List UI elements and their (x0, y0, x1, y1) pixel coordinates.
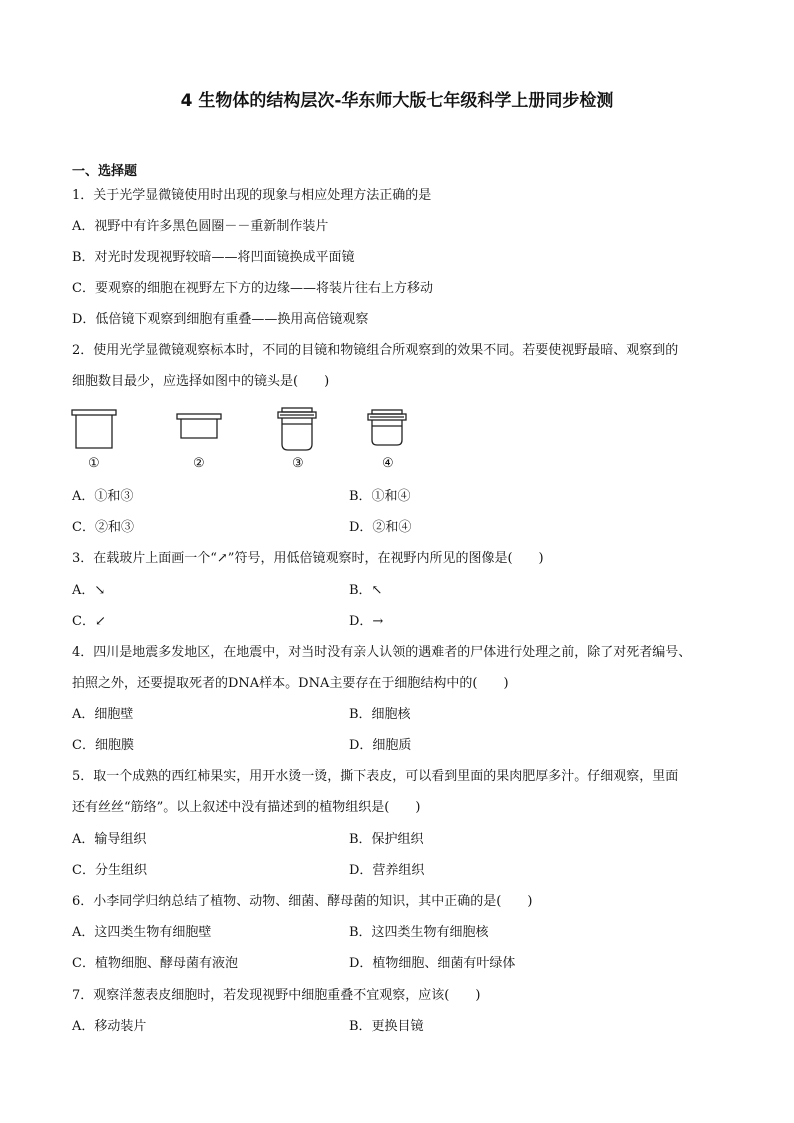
question-6-option-c: C．植物细胞、酵母菌有液泡 (72, 956, 238, 971)
question-6-option-d: D．植物细胞、细菌有叶绿体 (349, 956, 516, 971)
question-3-option-b: B．↖ (349, 583, 383, 598)
lens-4-label: ④ (382, 456, 394, 471)
question-5-option-b: B．保护组织 (349, 832, 424, 847)
lens-1-icon (72, 410, 116, 448)
question-5-stem-line-1: 5．取一个成熟的西红柿果实，用开水烫一烫，撕下表皮，可以看到里面的果肉肥厚多汁。仔细观察，里面 (72, 769, 679, 784)
question-4-option-c: C．细胞膜 (72, 738, 134, 753)
lens-1-label: ① (88, 456, 100, 471)
lens-3-icon (278, 408, 316, 450)
question-6-stem: 6．小李同学归纳总结了植物、动物、细菌、酵母菌的知识，其中正确的是( ) (72, 894, 533, 909)
question-2-option-c: C．②和③ (72, 520, 134, 535)
question-2-option-d: D．②和④ (349, 520, 412, 535)
question-7-option-a: A．移动装片 (72, 1019, 147, 1034)
question-1-option-a: A．视野中有许多黑色圆圈－－重新制作装片 (72, 219, 329, 234)
question-6-option-b: B．这四类生物有细胞核 (349, 925, 489, 940)
question-1-stem: 1．关于光学显微镜使用时出现的现象与相应处理方法正确的是 (72, 188, 432, 203)
question-4-option-d: D．细胞质 (349, 738, 412, 753)
question-2-stem-line-1: 2．使用光学显微镜观察标本时，不同的目镜和物镜组合所观察到的效果不同。若要使视野最暗、观察到的 (72, 343, 679, 358)
page-title: 4 生物体的结构层次-华东师大版七年级科学上册同步检测 (180, 91, 614, 111)
lens-2-icon (177, 414, 221, 438)
question-1-option-b: B．对光时发现视野较暗——将凹面镜换成平面镜 (72, 250, 355, 265)
question-4-stem-line-1: 4．四川是地震多发地区，在地震中，对当时没有亲人认领的遇难者的尸体进行处理之前，除了对死者编号、 (72, 645, 692, 660)
question-5-stem-line-2: 还有丝丝“筋络”。以上叙述中没有描述到的植物组织是( ) (72, 800, 421, 815)
question-3-stem: 3．在载玻片上面画一个“↗”符号，用低倍镜观察时，在视野内所见的图像是( ) (72, 551, 544, 566)
section-heading: 一、选择题 (72, 164, 138, 179)
question-1-option-c: C．要观察的细胞在视野左下方的边缘——将装片往右上方移动 (72, 281, 433, 296)
question-5-option-c: C．分生组织 (72, 863, 147, 878)
question-3-option-a: A．↘ (72, 583, 106, 598)
question-2-stem-line-2: 细胞数目最少，应选择如图中的镜头是( ) (72, 374, 330, 389)
question-2-option-b: B．①和④ (349, 489, 411, 504)
question-1-option-d: D．低倍镜下观察到细胞有重叠——换用高倍镜观察 (72, 312, 369, 327)
question-7-option-b: B．更换目镜 (349, 1019, 424, 1034)
question-5-option-a: A．输导组织 (72, 832, 147, 847)
question-4-option-a: A．细胞壁 (72, 707, 134, 722)
question-3-option-c: C．↙ (72, 614, 106, 629)
question-5-option-d: D．营养组织 (349, 863, 425, 878)
lens-2-label: ② (193, 456, 205, 471)
question-4-stem-line-2: 拍照之外，还要提取死者的DNA样本。DNA主要存在于细胞结构中的( ) (72, 676, 509, 691)
lens-4-icon (368, 410, 406, 445)
question-3-option-d: D．→ (349, 614, 384, 629)
question-2-option-a: A．①和③ (72, 489, 134, 504)
question-7-stem: 7．观察洋葱表皮细胞时，若发现视野中细胞重叠不宜观察，应该( ) (72, 988, 481, 1003)
question-4-option-b: B．细胞核 (349, 707, 411, 722)
question-6-option-a: A．这四类生物有细胞壁 (72, 925, 212, 940)
lens-3-label: ③ (292, 456, 304, 471)
